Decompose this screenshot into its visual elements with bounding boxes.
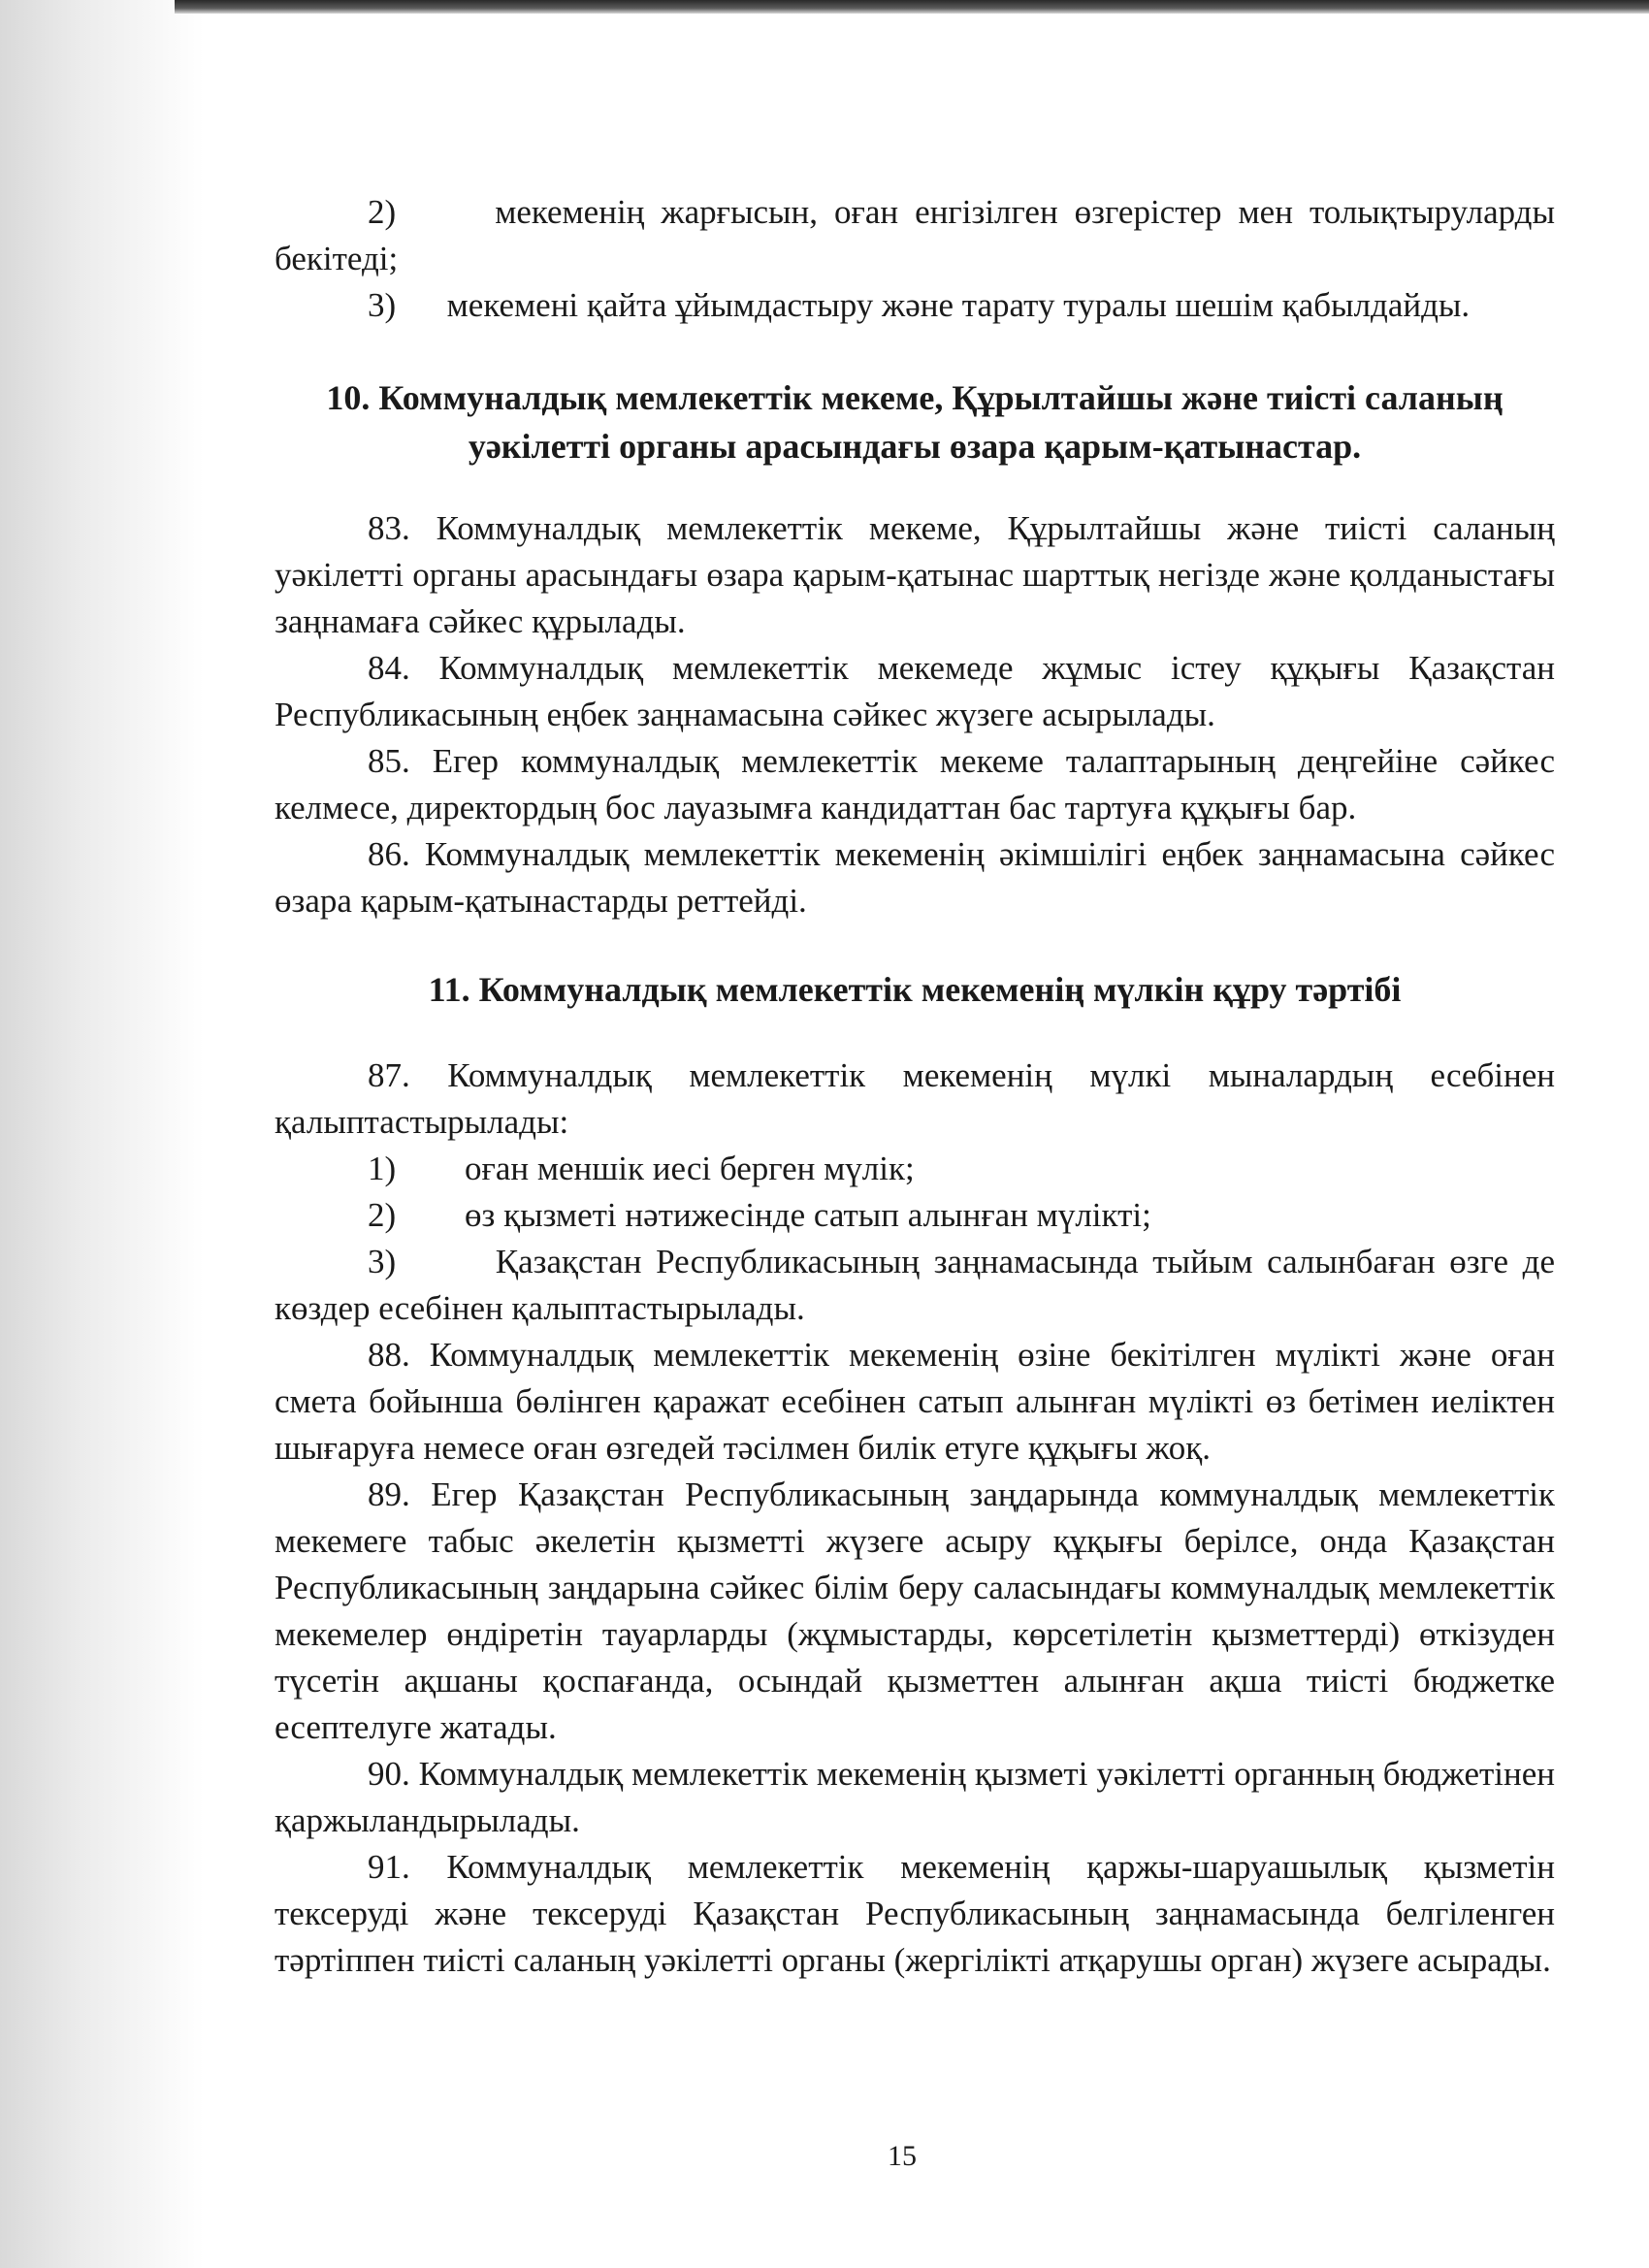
p87-item-3 bbox=[275, 1239, 1555, 1332]
book-spine-shadow bbox=[0, 0, 204, 2268]
p87-item-2 bbox=[275, 1192, 1555, 1239]
scan-top-edge bbox=[175, 0, 1649, 14]
paragraph-91: 91. Коммуналдық мемлекеттік мекеменің қаржы-шаруашылық қызметін тексеруді және тексеруді Қазақстан Республикасының заңнамасында белгіленген тәртіппен тиісті саланың уәкілетті органы (жергілікті атқарушы орган) жүзеге асырады. bbox=[275, 1848, 1555, 1979]
p87-item-2-text: өз қызметі нәтижесінде сатып алынған мүлікті; bbox=[465, 1196, 1151, 1234]
document-page bbox=[275, 189, 1555, 1984]
intro-item-3-number: 3) bbox=[368, 286, 397, 324]
section-11-heading: 11. Коммуналдық мемлекеттік мекеменің мүлкін құру тәртібі bbox=[428, 970, 1402, 1009]
paragraph-83: 83. Коммуналдық мемлекеттік мекеме, Құрылтайшы және тиісті саланың уәкілетті органы арасындағы өзара қарым-қатынас шарттық негізде және қолданыстағы заңнамаға сәйкес құрылады. bbox=[275, 509, 1555, 640]
intro-item-2 bbox=[275, 189, 1555, 282]
intro-item-3 bbox=[275, 282, 1555, 329]
paragraph-87: 87. Коммуналдық мемлекеттік мекеменің мүлкі мыналардың есебінен қалыптастырылады: bbox=[275, 1056, 1555, 1141]
paragraph-89: 89. Егер Қазақстан Республикасының заңдарында коммуналдық мемлекеттік мекемеге табыс әкелетін қызметті жүзеге асыру құқығы берілсе, онда Қазақстан Республикасының заңдарына сәйкес білім беру саласындағы коммуналдық мемлекеттік мекемелер өндіретін тауарларды (жұмыстарды, көрсетілетін қызметтерді) өткізуден түсетін ақшаны қоспағанда, осындай қызметтен алынған ақша тиісті бюджетке есептелуге жатады. bbox=[275, 1475, 1555, 1746]
page-number: 15 bbox=[888, 2140, 917, 2172]
paragraph-88: 88. Коммуналдық мемлекеттік мекеменің өзіне бекітілген мүлікті және оған смета бойынша бөлінген қаражат есебінен сатып алынған мүлікті өз бетімен иеліктен шығаруға немесе оған өзгедей тәсілмен билік етуге құқығы жоқ. bbox=[275, 1336, 1555, 1467]
intro-item-2-text: мекеменің жарғысын, оған енгізілген өзгерістер мен толықтыруларды бекітеді; bbox=[275, 193, 1555, 277]
intro-item-3-text: мекемені қайта ұйымдастыру және тарату туралы шешім қабылдайды. bbox=[446, 286, 1471, 324]
p87-item-1-number: 1) bbox=[368, 1150, 397, 1187]
p87-item-3-text: Қазақстан Республикасының заңнамасында тыйым салынбаған өзге де көздер есебінен қалыптастырылады. bbox=[275, 1243, 1556, 1327]
p87-item-1 bbox=[275, 1146, 1555, 1192]
paragraph-86: 86. Коммуналдық мемлекеттік мекеменің әкімшілігі еңбек заңнамасына сәйкес өзара қарым-қатынастарды реттейді. bbox=[275, 835, 1555, 920]
p87-item-3-number: 3) bbox=[368, 1243, 397, 1280]
p87-item-2-number: 2) bbox=[368, 1196, 397, 1234]
p87-item-1-text: оған меншік иесі берген мүлік; bbox=[465, 1150, 915, 1187]
paragraph-85: 85. Егер коммуналдық мемлекеттік мекеме талаптарының деңгейіне сәйкес келмесе, директордың бос лауазымға кандидаттан бас тартуға құқығы бар. bbox=[275, 742, 1555, 826]
intro-item-2-number: 2) bbox=[368, 193, 397, 231]
section-10-heading: 10. Коммуналдық мемлекеттік мекеме, Құрылтайшы және тиісті саланың уәкілетті органы арасындағы өзара қарым-қатынастар. bbox=[326, 378, 1504, 466]
paragraph-90: 90. Коммуналдық мемлекеттік мекеменің қызметі уәкілетті органның бюджетінен қаржыландырылады. bbox=[275, 1755, 1555, 1839]
paragraph-84: 84. Коммуналдық мемлекеттік мекемеде жұмыс істеу құқығы Қазақстан Республикасының еңбек заңнамасына сәйкес жүзеге асырылады. bbox=[275, 649, 1555, 733]
